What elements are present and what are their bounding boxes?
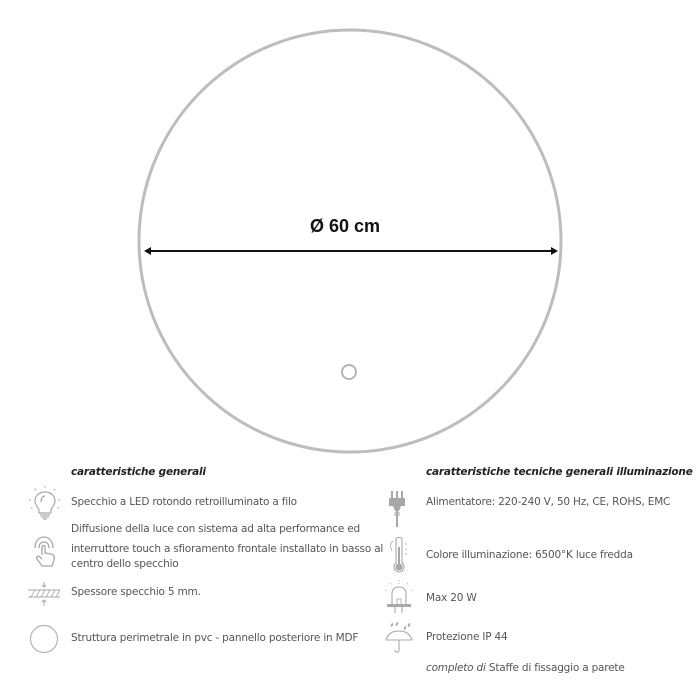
general-features-heading: caratteristiche generali bbox=[71, 466, 206, 478]
touch-switch bbox=[342, 365, 356, 379]
feature-led-mirror: Specchio a LED rotondo retroilluminato a filo bbox=[71, 496, 297, 508]
thermometer-icon bbox=[387, 535, 411, 575]
power-plug-icon bbox=[388, 491, 406, 527]
included-brackets: completo di Staffe di fissaggio a parete bbox=[426, 662, 625, 674]
feature-thickness: Spessore specchio 5 mm. bbox=[71, 586, 201, 598]
feature-touch-switch: Diffusione della luce con sistema ad alta performance ed interruttore touch a sfioramento frontale installato in basso al centro dello specchio bbox=[71, 523, 384, 570]
circle-outline-icon bbox=[29, 624, 59, 654]
thickness-icon bbox=[27, 582, 61, 606]
technical-features-heading: caratteristiche tecniche generali illuminazione bbox=[426, 466, 693, 478]
umbrella-rain-icon bbox=[384, 622, 414, 654]
feature-structure: Struttura perimetrale in pvc - pannello posteriore in MDF bbox=[71, 632, 359, 644]
led-icon bbox=[384, 580, 414, 614]
light-bulb-icon bbox=[28, 486, 62, 522]
diameter-label: Ø 60 cm bbox=[309, 216, 381, 236]
touch-finger-icon bbox=[29, 533, 59, 569]
dimension-arrow bbox=[144, 247, 558, 255]
spec-max-power: Max 20 W bbox=[426, 592, 477, 604]
spec-power-supply: Alimentatore: 220-240 V, 50 Hz, CE, ROHS, EMC bbox=[426, 496, 671, 508]
spec-light-color: Colore illuminazione: 6500°K luce fredda bbox=[426, 549, 633, 561]
spec-ip-rating: Protezione IP 44 bbox=[426, 631, 508, 643]
